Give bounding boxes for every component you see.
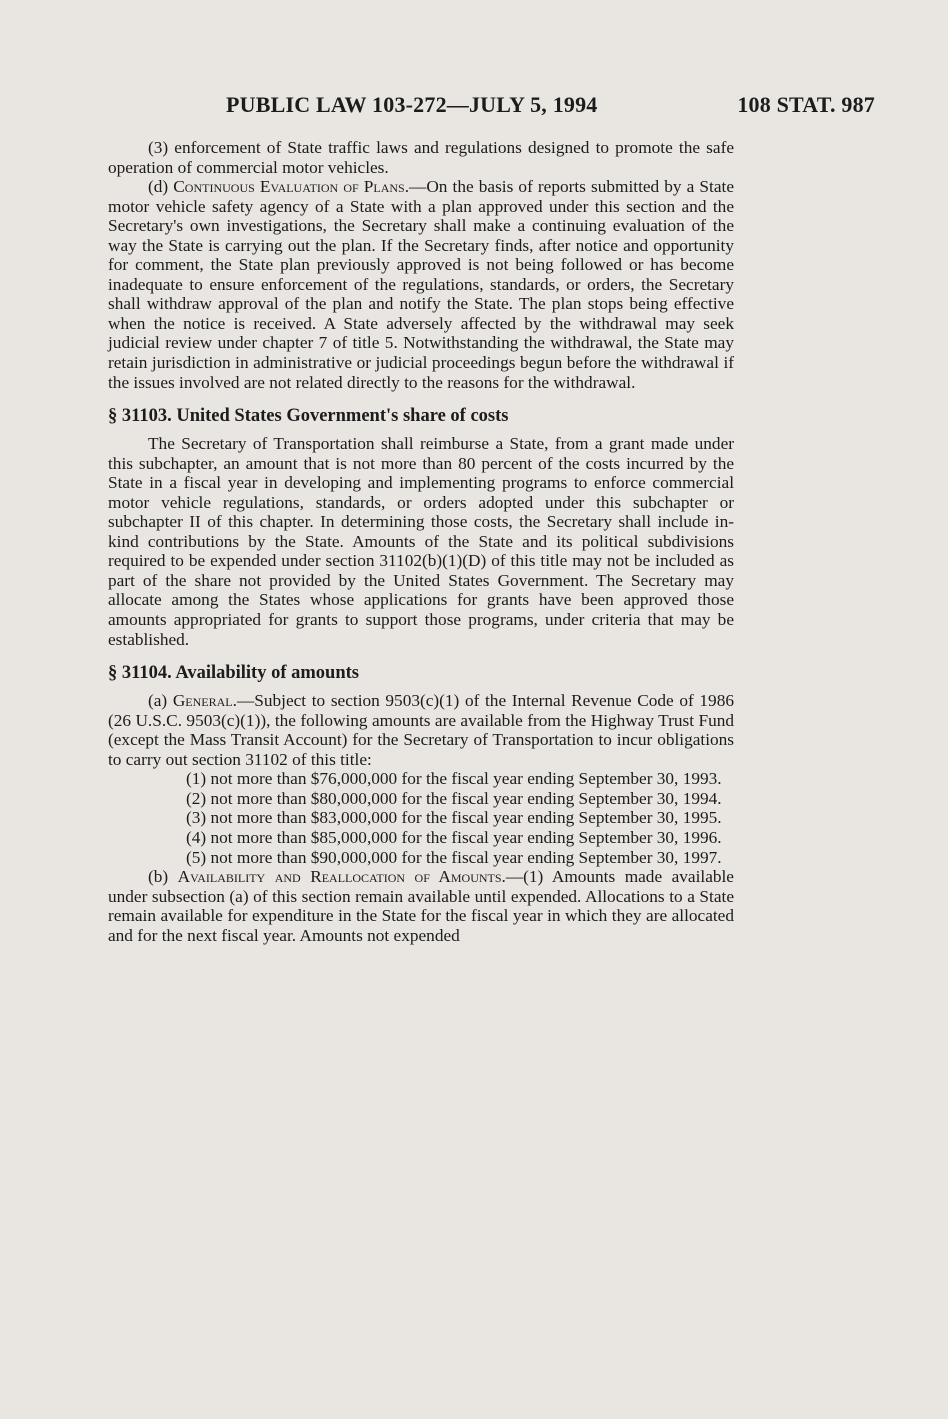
running-header-title: PUBLIC LAW 103-272—JULY 5, 1994 [226,92,598,117]
section-31104-heading: § 31104. Availability of amounts [108,663,359,684]
paragraph-d [108,177,734,392]
subsection-a-prefix: (a) [148,691,173,711]
paragraph-c3: (3) enforcement of State traffic laws and regulations designed to promote the safe operation of commercial motor vehicles. [108,138,734,177]
page-stat-number: 108 STAT. 987 [737,92,875,117]
subsection-b-caption: Availability and Reallocation of Amounts. [177,867,506,887]
section-31103-body: The Secretary of Transportation shall reimburse a State, from a grant made under this subchapter, an amount that is not more than 80 percent of the costs incurred by the State in a fiscal year in developing and implementing programs to enforce commercial motor vehicle regulations, standards, or orders adopted under this subchapter or subchapter II of this chapter. In determining those costs, the Secretary shall include in-kind contributions by the State. Amounts of the State and its political subdivisions required to be expended under section 31102(b)(1)(D) of this title may not be included as part of the share not provided by the United States Government. The Secretary may allocate among the States whose applications for grants have been approved those amounts appropriated for grants to support those programs, under criteria that may be established. [108,434,734,649]
section-31104-subsection-a [108,691,734,769]
subsection-b-prefix: (b) [148,867,178,887]
paragraph-d-prefix: (d) [148,177,174,197]
list-item: (2) not more than $80,000,000 for the fiscal year ending September 30, 1994. [186,788,722,808]
section-31104-subsection-b [108,867,734,945]
subsection-a-body: —Subject to section 9503(c)(1) of the Internal Revenue Code of 1986 (26 U.S.C. 9503(c)(1)), the following amounts are available from the Highway Trust Fund (except the Mass Transit Account) for the Secretary of Transportation to incur obligations to carry out section 31102 of this title: [108,691,734,769]
paragraph-d-body: —On the basis of reports submitted by a State motor vehicle safety agency of a State with a plan approved under this section and the Secretary's own investigations, the Secretary shall make a continuing evaluation of the way the State is carrying out the plan. If the Secretary finds, after notice and opportunity for comment, the State plan previously approved is not being followed or has become inadequate to ensure enforcement of the regulations, standards, or orders, the Secretary shall withdraw approval of the plan and notify the State. The plan stops being effective when the notice is received. A State adversely affected by the withdrawal may seek judicial review under chapter 7 of title 5. Notwithstanding the withdrawal, the State may retain jurisdiction in administrative or judicial proceedings begun before the withdrawal if the issues involved are not related directly to the reasons for the withdrawal. [108,177,734,392]
list-item: (5) not more than $90,000,000 for the fiscal year ending September 30, 1997. [186,847,722,867]
list-item: (3) not more than $83,000,000 for the fiscal year ending September 30, 1995. [186,808,722,828]
paragraph-d-caption: Continuous Evaluation of Plans. [173,177,410,197]
list-item: (4) not more than $85,000,000 for the fiscal year ending September 30, 1996. [186,827,722,847]
subsection-a-caption: General. [172,691,237,711]
statute-body [108,138,734,945]
section-31103-heading: § 31103. United States Government's share of costs [108,406,509,427]
list-item: (1) not more than $76,000,000 for the fiscal year ending September 30, 1993. [186,769,722,789]
subsection-b-body: —(1) Amounts made available under subsection (a) of this section remain available until expended. Allocations to a State remain available for expenditure in the State for the fiscal year in which they are allocated and for the next fiscal year. Amounts not expended [108,867,734,945]
